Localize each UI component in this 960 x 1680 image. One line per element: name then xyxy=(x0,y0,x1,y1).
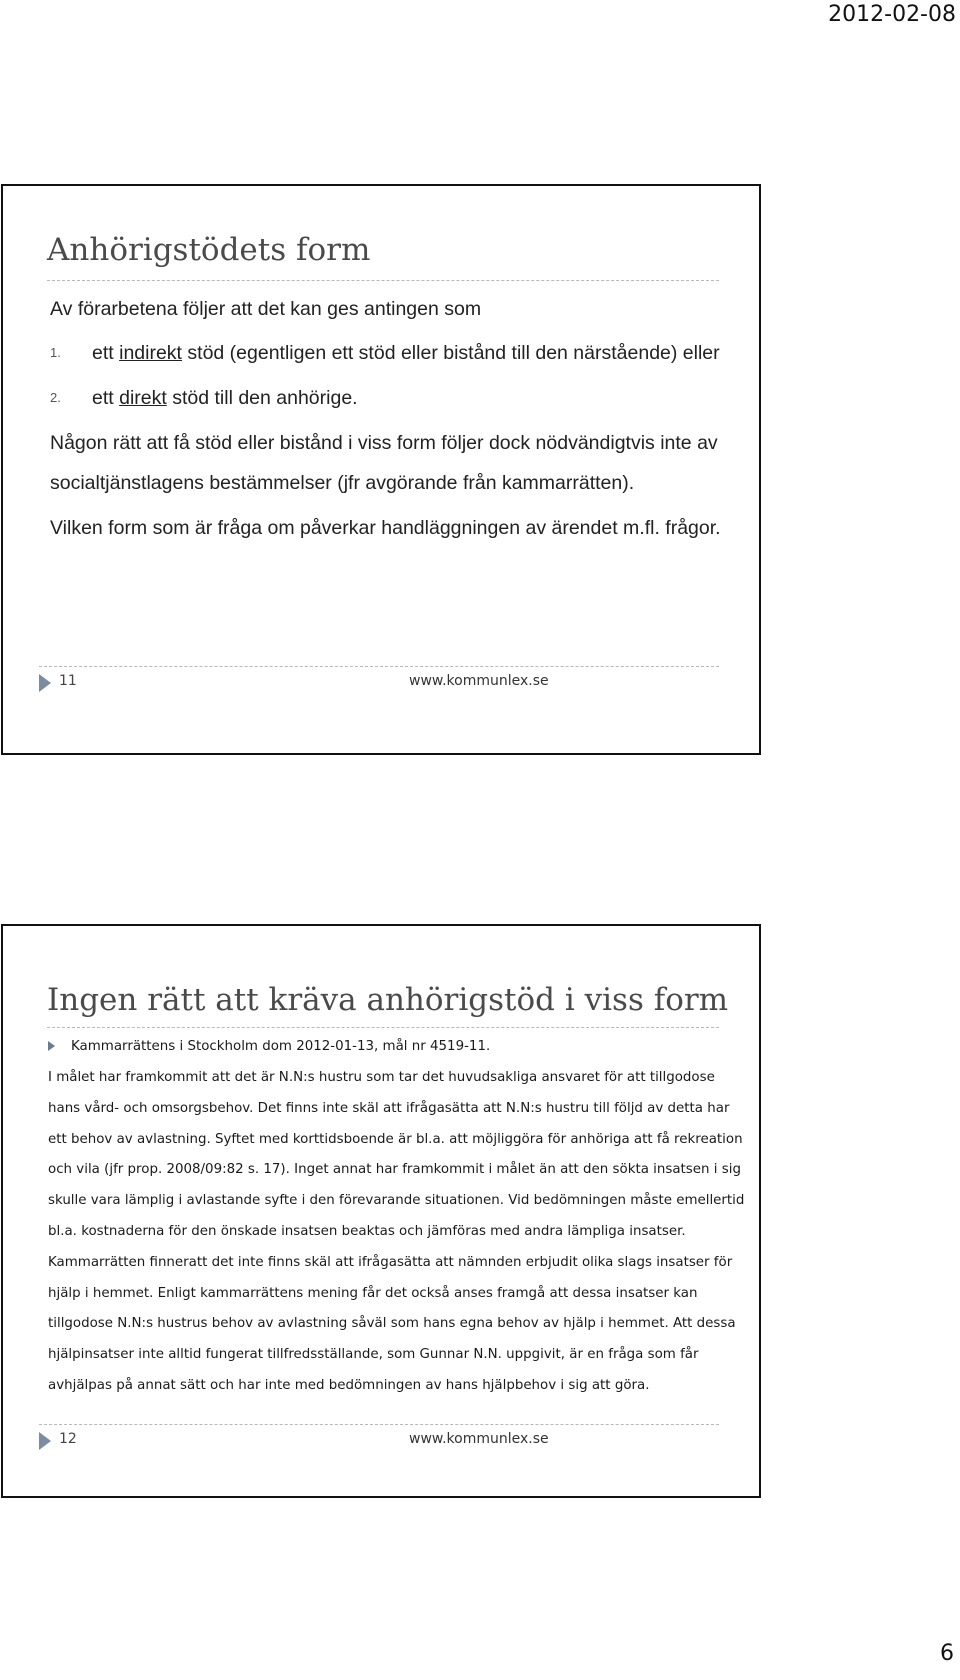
footer-url: www.kommunlex.se xyxy=(409,673,549,689)
paragraph: Någon rätt att få stöd eller bistånd i viss form följer dock nödvändigtvis inte av socialtjänstlagens bestämmelser (jfr avgörande från kammarrätten). xyxy=(50,432,718,494)
title-divider xyxy=(47,1027,719,1028)
footer-divider xyxy=(39,666,719,667)
list-number: 1. xyxy=(50,345,61,360)
bullet-item xyxy=(48,1031,748,1061)
triangle-arrow-icon xyxy=(39,1432,51,1450)
slide-body xyxy=(48,1031,748,1402)
slide-number: 12 xyxy=(59,1431,77,1447)
slide-body xyxy=(50,289,740,548)
slide-12 xyxy=(1,924,761,1498)
bullet-text: Kammarrättens i Stockholm dom 2012-01-13, mål nr 4519-11. xyxy=(71,1038,491,1054)
footer-divider xyxy=(39,1424,719,1425)
paragraph: I målet har framkommit att det är N.N:s hustru som tar det huvudsakliga ansvaret för att tillgodose hans vård- och omsorgsbehov. Det finns inte skäl att ifrågasätta att N.N:s hustru till följd av detta har ett behov av avlastning. Syftet med korttidsboende är bl.a. att möjliggöra för anhöriga att få rekreation och vila (jfr prop. 2008/09:82 s. 17). Inget annat har framkommit i målet än att den sökta insatsen i sig skulle vara lämplig i avlastande syfte i den förevarande situationen. Vid bedömningen måste emellertid bl.a. kostnaderna för den önskade insatsen beaktas och jämföras med andra lämpliga insatser. Kammarrätten finneratt det inte finns skäl att ifrågasätta att nämnden erbjudit olika slags insatser för hjälp i hemmet. Enligt kammarrättens mening får det också anses framgå att dessa insatser kan tillgodose N.N:s hustrus behov av avlastning såväl som hans egna behov av hjälp i hemmet. Att dessa hjälpinsatser inte alltid fungerat tillfredsställande, som Gunnar N.N. uppgivit, är en fråga som får avhjälpas på annat sätt och har inte med bedömningen av hans hjälpbehov i sig att göra. xyxy=(48,1070,745,1393)
page-date: 2012-02-08 xyxy=(828,2,956,27)
slide-title: Ingen rätt att kräva anhörigstöd i viss form xyxy=(47,982,729,1018)
footer-url: www.kommunlex.se xyxy=(409,1431,549,1447)
page-number: 6 xyxy=(940,1641,954,1666)
underlined-term: direkt xyxy=(119,387,167,409)
intro-text: Av förarbetena följer att det kan ges antingen som xyxy=(50,298,482,320)
list-number: 2. xyxy=(50,390,61,405)
slide-footer xyxy=(39,666,719,700)
title-divider xyxy=(47,280,719,281)
triangle-arrow-icon xyxy=(39,674,51,692)
paragraph: Vilken form som är fråga om påverkar handläggningen av ärendet m.fl. frågor. xyxy=(50,517,721,539)
bullet-arrow-icon xyxy=(48,1041,55,1051)
list-text: ett indirekt stöd (egentligen ett stöd eller bistånd till den närstående) eller xyxy=(92,342,720,364)
list-text: ett direkt stöd till den anhörige. xyxy=(92,387,358,409)
underlined-term: indirekt xyxy=(119,342,182,364)
slide-11 xyxy=(1,184,761,755)
slide-title: Anhörigstödets form xyxy=(47,232,371,268)
list-item xyxy=(50,333,740,373)
slide-footer xyxy=(39,1424,719,1458)
slide-number: 11 xyxy=(59,673,77,689)
list-item xyxy=(50,378,740,418)
